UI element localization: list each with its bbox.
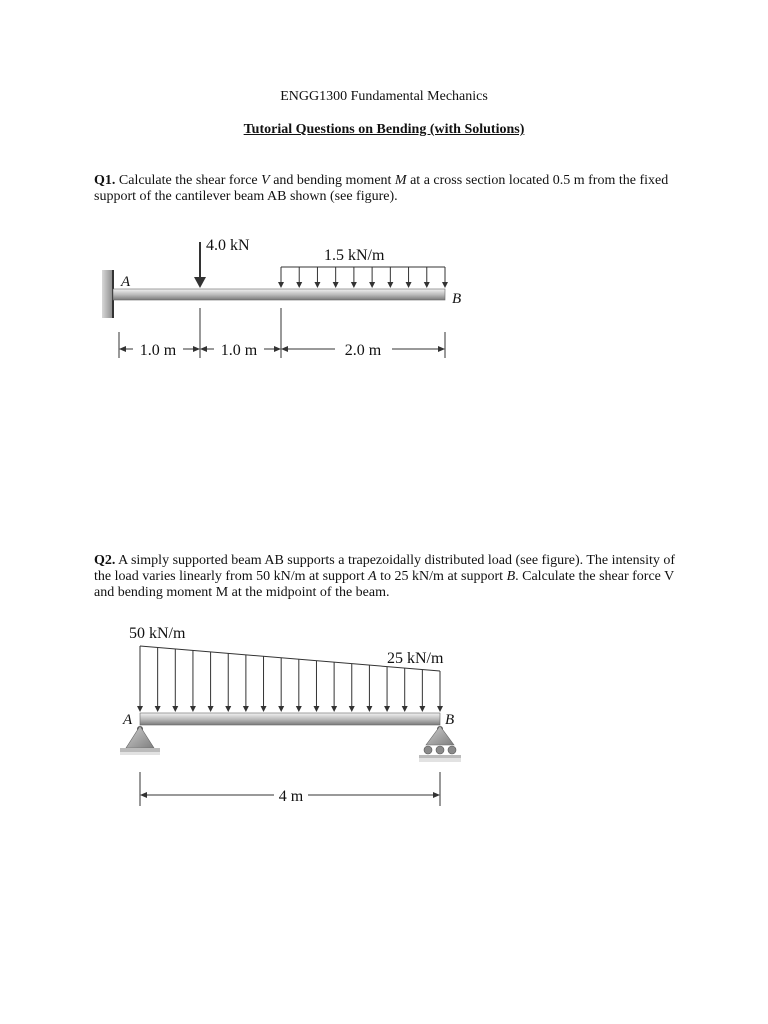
- text-run: A: [368, 569, 377, 584]
- load-arrow-head: [424, 282, 430, 288]
- fixed-support: [102, 270, 113, 318]
- load-arrow-head: [351, 282, 357, 288]
- load-arrow-head: [296, 282, 302, 288]
- question-2-text: [94, 553, 675, 600]
- label-b: B: [452, 291, 462, 307]
- simply-supported-beam-figure: [104, 612, 494, 817]
- text-run: M: [394, 173, 407, 188]
- dimension-1: 1.0 m: [139, 342, 177, 359]
- load-arrow-head: [278, 282, 284, 288]
- course-title: ENGG1300 Fundamental Mechanics: [280, 89, 488, 104]
- load-arrow-head: [225, 706, 231, 712]
- load-arrow-head: [333, 282, 339, 288]
- load-arrow-head: [155, 706, 161, 712]
- text-run: . Calculate the shear force V and bending moment M at the midpoint of the beam.: [94, 569, 674, 600]
- question-2: [94, 553, 684, 601]
- text-run: Calculate the shear force: [115, 173, 262, 188]
- load-arrow-head: [313, 706, 319, 712]
- load-arrow-head: [406, 282, 412, 288]
- roller-support-b: [419, 726, 461, 762]
- load-arrow-head: [261, 706, 267, 712]
- load-arrow-head: [402, 706, 408, 712]
- load-arrow-head: [190, 706, 196, 712]
- load-arrow-head: [243, 706, 249, 712]
- question-1-label: Q1.: [94, 173, 116, 188]
- load-arrow-head: [387, 282, 393, 288]
- distributed-load-label: 1.5 kN/m: [324, 247, 385, 264]
- text-run: B: [506, 569, 516, 584]
- tutorial-title: Tutorial Questions on Bending (with Solutions): [243, 122, 525, 137]
- cantilever-beam: [113, 289, 445, 300]
- load-arrow-head: [384, 706, 390, 712]
- label-a: A: [121, 274, 131, 290]
- load-arrow-head: [369, 282, 375, 288]
- load-arrow-head: [331, 706, 337, 712]
- load-arrow-head: [208, 706, 214, 712]
- question-1: [94, 173, 684, 205]
- question-2-label: Q2.: [94, 553, 116, 568]
- load-arrow-head: [137, 706, 143, 712]
- pin-support-a: [120, 726, 160, 755]
- dimension-2: 1.0 m: [220, 342, 258, 359]
- load-arrow-head: [442, 282, 448, 288]
- distributed-load-arrows: [278, 267, 448, 288]
- load-arrow-head: [366, 706, 372, 712]
- load-arrow-head: [296, 706, 302, 712]
- text-run: A simply supported beam AB supports a trapezoidally distributed load (see figure). The intensity of the load varies linearly from 50 kN/m at support: [94, 553, 676, 584]
- point-load-arrow: [194, 242, 206, 288]
- label-b: B: [445, 712, 455, 728]
- load-arrow-head: [314, 282, 320, 288]
- span-label: 4 m: [278, 788, 304, 805]
- load-arrow-head: [278, 706, 284, 712]
- point-load-label: 4.0 kN: [206, 237, 250, 254]
- cantilever-beam-figure: [95, 222, 485, 369]
- load-arrow-head: [419, 706, 425, 712]
- text-run: to 25 kN/m at support: [376, 569, 507, 584]
- load-arrow-head: [172, 706, 178, 712]
- question-1-text: [94, 173, 668, 204]
- dimension-3: 2.0 m: [344, 342, 382, 359]
- load-right-label: 25 kN/m: [387, 650, 444, 667]
- text-run: V: [261, 173, 270, 188]
- label-a: A: [123, 712, 133, 728]
- simple-beam: [140, 713, 440, 725]
- load-arrow-head: [349, 706, 355, 712]
- text-run: at a cross section located 0.5 m from the fixed support of the cantilever beam AB shown (see figure).: [94, 173, 669, 204]
- text-run: and bending moment: [269, 173, 395, 188]
- load-arrow-head: [437, 706, 443, 712]
- load-left-label: 50 kN/m: [129, 625, 186, 642]
